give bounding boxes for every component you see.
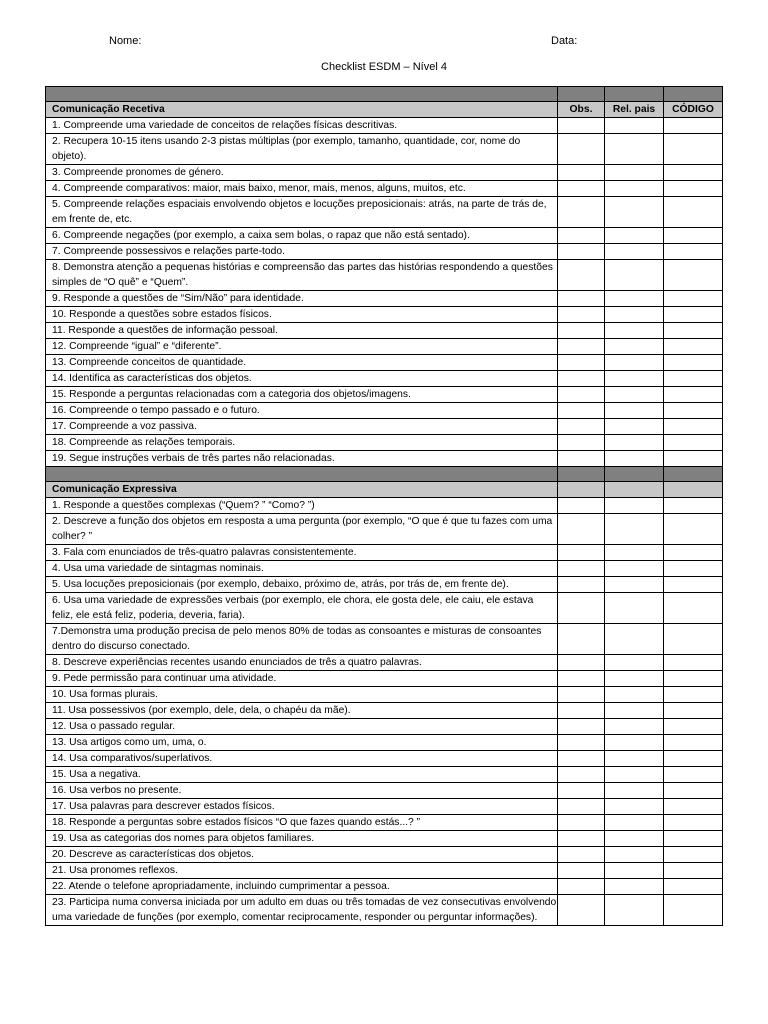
obs-cell[interactable]	[558, 339, 605, 355]
checklist-item-row	[46, 514, 723, 545]
rel-pais-cell[interactable]	[605, 703, 664, 719]
codigo-cell[interactable]	[664, 799, 723, 815]
section-title: Comunicação Recetiva	[46, 102, 558, 118]
item-text: 4. Compreende comparativos: maior, mais baixo, menor, mais, menos, alguns, muitos, etc.	[46, 181, 558, 197]
checklist-item-row	[46, 703, 723, 719]
rel-pais-cell[interactable]	[605, 895, 664, 926]
obs-cell[interactable]	[558, 767, 605, 783]
rel-pais-cell[interactable]	[605, 799, 664, 815]
item-text: 15. Usa a negativa.	[46, 767, 558, 783]
codigo-cell[interactable]	[664, 561, 723, 577]
item-text: 9. Responde a questões de “Sim/Não” para identidade.	[46, 291, 558, 307]
item-text: 3. Compreende pronomes de género.	[46, 165, 558, 181]
obs-cell[interactable]	[558, 735, 605, 751]
rel-pais-cell[interactable]	[605, 624, 664, 655]
rel-pais-cell[interactable]	[605, 260, 664, 291]
obs-cell[interactable]	[558, 655, 605, 671]
checklist-item-row	[46, 323, 723, 339]
checklist-item-row	[46, 624, 723, 655]
rel-pais-cell[interactable]	[605, 371, 664, 387]
rel-pais-cell[interactable]	[605, 451, 664, 467]
checklist-item-row	[46, 244, 723, 260]
checklist-item-row	[46, 403, 723, 419]
item-text: 8. Demonstra atenção a pequenas histórias e compreensão das partes das histórias respondendo a questões simples de “O quê” e “Quem”.	[46, 260, 558, 291]
obs-cell[interactable]	[558, 624, 605, 655]
obs-cell[interactable]	[558, 545, 605, 561]
date-label: Data:	[551, 35, 578, 47]
item-text: 4. Usa uma variedade de sintagmas nominais.	[46, 561, 558, 577]
rel-pais-cell[interactable]	[605, 815, 664, 831]
item-text: 8. Descreve experiências recentes usando enunciados de três a quatro palavras.	[46, 655, 558, 671]
codigo-cell[interactable]	[664, 831, 723, 847]
checklist-item-row	[46, 863, 723, 879]
codigo-cell[interactable]	[664, 307, 723, 323]
checklist-item-row	[46, 751, 723, 767]
checklist-item-row	[46, 671, 723, 687]
codigo-cell[interactable]	[664, 671, 723, 687]
item-text: 16. Compreende o tempo passado e o futuro.	[46, 403, 558, 419]
checklist-item-row	[46, 260, 723, 291]
rel-pais-cell[interactable]	[605, 735, 664, 751]
rel-pais-cell[interactable]	[605, 593, 664, 624]
checklist-item-row	[46, 451, 723, 467]
obs-cell[interactable]	[558, 228, 605, 244]
checklist-item-row	[46, 419, 723, 435]
rel-pais-cell[interactable]	[605, 498, 664, 514]
checklist-item-row	[46, 577, 723, 593]
rel-pais-cell[interactable]	[605, 514, 664, 545]
checklist-item-row	[46, 561, 723, 577]
obs-cell[interactable]	[558, 403, 605, 419]
item-text: 5. Compreende relações espaciais envolvendo objetos e locuções preposicionais: atrás, na parte de trás de, em frente de, etc.	[46, 197, 558, 228]
item-text: 1. Responde a questões complexas (“Quem? ” “Como? ”)	[46, 498, 558, 514]
obs-cell[interactable]	[558, 847, 605, 863]
obs-cell[interactable]	[558, 687, 605, 703]
item-text: 17. Compreende a voz passiva.	[46, 419, 558, 435]
checklist-item-row	[46, 593, 723, 624]
checklist-item-row	[46, 435, 723, 451]
codigo-cell[interactable]	[664, 719, 723, 735]
item-text: 5. Usa locuções preposicionais (por exemplo, debaixo, próximo de, atrás, por trás de, em frente de).	[46, 577, 558, 593]
rel-pais-cell[interactable]	[605, 863, 664, 879]
codigo-cell[interactable]	[664, 655, 723, 671]
section-title: Comunicação Expressiva	[46, 482, 558, 498]
rel-pais-cell[interactable]	[605, 577, 664, 593]
rel-pais-cell[interactable]	[605, 118, 664, 134]
checklist-item-row	[46, 371, 723, 387]
checklist-item-row	[46, 831, 723, 847]
item-text: 3. Fala com enunciados de três-quatro palavras consistentemente.	[46, 545, 558, 561]
checklist-item-row	[46, 307, 723, 323]
obs-cell[interactable]	[558, 181, 605, 197]
checklist-item-row	[46, 719, 723, 735]
obs-cell[interactable]	[558, 593, 605, 624]
obs-cell[interactable]	[558, 831, 605, 847]
checklist-item-row	[46, 387, 723, 403]
divider-cell	[664, 467, 723, 482]
obs-cell[interactable]	[558, 783, 605, 799]
item-text: 19. Usa as categorias dos nomes para objetos familiares.	[46, 831, 558, 847]
rel-pais-cell[interactable]	[605, 655, 664, 671]
obs-cell[interactable]	[558, 244, 605, 260]
codigo-cell[interactable]	[664, 387, 723, 403]
item-text: 6. Compreende negações (por exemplo, a caixa sem bolas, o rapaz que não está sentado).	[46, 228, 558, 244]
codigo-cell[interactable]	[664, 291, 723, 307]
codigo-cell[interactable]	[664, 355, 723, 371]
codigo-cell[interactable]	[664, 197, 723, 228]
section-divider	[46, 87, 723, 102]
item-text: 11. Responde a questões de informação pessoal.	[46, 323, 558, 339]
item-text: 17. Usa palavras para descrever estados físicos.	[46, 799, 558, 815]
section-header-cell	[664, 482, 723, 498]
checklist-item-row	[46, 197, 723, 228]
rel-pais-cell[interactable]	[605, 847, 664, 863]
obs-cell[interactable]	[558, 323, 605, 339]
obs-cell[interactable]	[558, 498, 605, 514]
item-text: 10. Responde a questões sobre estados físicos.	[46, 307, 558, 323]
checklist-item-row	[46, 783, 723, 799]
obs-cell[interactable]	[558, 671, 605, 687]
codigo-cell[interactable]	[664, 435, 723, 451]
item-text: 1. Compreende uma variedade de conceitos de relações físicas descritivas.	[46, 118, 558, 134]
item-text: 13. Usa artigos como um, uma, o.	[46, 735, 558, 751]
codigo-cell[interactable]	[664, 181, 723, 197]
rel-pais-cell[interactable]	[605, 687, 664, 703]
obs-cell[interactable]	[558, 514, 605, 545]
checklist-item-row	[46, 687, 723, 703]
divider-cell	[605, 467, 664, 482]
obs-cell[interactable]	[558, 291, 605, 307]
rel-pais-cell[interactable]	[605, 181, 664, 197]
obs-cell[interactable]	[558, 197, 605, 228]
checklist-item-row	[46, 181, 723, 197]
divider-cell	[558, 467, 605, 482]
obs-cell[interactable]	[558, 260, 605, 291]
obs-cell[interactable]	[558, 134, 605, 165]
codigo-cell[interactable]	[664, 863, 723, 879]
rel-pais-cell[interactable]	[605, 435, 664, 451]
item-text: 18. Compreende as relações temporais.	[46, 435, 558, 451]
rel-pais-cell[interactable]	[605, 719, 664, 735]
obs-cell[interactable]	[558, 355, 605, 371]
item-text: 23. Participa numa conversa iniciada por um adulto em duas ou três tomadas de vez consecutivas envolvendo uma variedade de funções (por exemplo, comentar reciprocamente, responder ou perguntar informações).	[46, 895, 558, 926]
checklist-item-row	[46, 355, 723, 371]
checklist-item-row	[46, 165, 723, 181]
rel-pais-cell[interactable]	[605, 165, 664, 181]
rel-pais-cell[interactable]	[605, 767, 664, 783]
item-text: 16. Usa verbos no presente.	[46, 783, 558, 799]
item-text: 22. Atende o telefone apropriadamente, incluindo cumprimentar a pessoa.	[46, 879, 558, 895]
checklist-item-row	[46, 735, 723, 751]
rel-pais-column-header: Rel. pais	[605, 102, 664, 118]
obs-cell[interactable]	[558, 307, 605, 323]
item-text: 10. Usa formas plurais.	[46, 687, 558, 703]
checklist-item-row	[46, 118, 723, 134]
codigo-cell[interactable]	[664, 767, 723, 783]
rel-pais-cell[interactable]	[605, 561, 664, 577]
item-text: 15. Responde a perguntas relacionadas com a categoria dos objetos/imagens.	[46, 387, 558, 403]
codigo-cell[interactable]	[664, 323, 723, 339]
obs-cell[interactable]	[558, 561, 605, 577]
section-divider	[46, 467, 723, 482]
obs-cell[interactable]	[558, 387, 605, 403]
checklist-item-row	[46, 291, 723, 307]
checklist-item-row	[46, 847, 723, 863]
checklist-item-row	[46, 655, 723, 671]
obs-cell[interactable]	[558, 863, 605, 879]
codigo-cell[interactable]	[664, 498, 723, 514]
obs-cell[interactable]	[558, 118, 605, 134]
item-text: 11. Usa possessivos (por exemplo, dele, dela, o chapéu da mãe).	[46, 703, 558, 719]
checklist-item-row	[46, 545, 723, 561]
item-text: 19. Segue instruções verbais de três partes não relacionadas.	[46, 451, 558, 467]
name-label: Nome:	[109, 35, 142, 47]
checklist-item-row	[46, 498, 723, 514]
checklist-table	[45, 86, 723, 926]
obs-cell[interactable]	[558, 165, 605, 181]
codigo-cell[interactable]	[664, 339, 723, 355]
obs-cell[interactable]	[558, 419, 605, 435]
codigo-cell[interactable]	[664, 118, 723, 134]
item-text: 7. Compreende possessivos e relações parte-todo.	[46, 244, 558, 260]
rel-pais-cell[interactable]	[605, 134, 664, 165]
obs-cell[interactable]	[558, 895, 605, 926]
obs-cell[interactable]	[558, 451, 605, 467]
codigo-cell[interactable]	[664, 545, 723, 561]
obs-cell[interactable]	[558, 577, 605, 593]
codigo-cell[interactable]	[664, 703, 723, 719]
rel-pais-cell[interactable]	[605, 419, 664, 435]
rel-pais-cell[interactable]	[605, 323, 664, 339]
rel-pais-cell[interactable]	[605, 228, 664, 244]
codigo-cell[interactable]	[664, 134, 723, 165]
codigo-cell[interactable]	[664, 260, 723, 291]
item-text: 21. Usa pronomes reflexos.	[46, 863, 558, 879]
item-text: 9. Pede permissão para continuar uma atividade.	[46, 671, 558, 687]
rel-pais-cell[interactable]	[605, 291, 664, 307]
rel-pais-cell[interactable]	[605, 671, 664, 687]
section-header-cell	[605, 482, 664, 498]
divider-cell	[664, 87, 723, 102]
codigo-cell[interactable]	[664, 783, 723, 799]
codigo-cell[interactable]	[664, 514, 723, 545]
codigo-cell[interactable]	[664, 879, 723, 895]
rel-pais-cell[interactable]	[605, 545, 664, 561]
section-header	[46, 482, 723, 498]
checklist-item-row	[46, 879, 723, 895]
rel-pais-cell[interactable]	[605, 197, 664, 228]
item-text: 18. Responde a perguntas sobre estados físicos “O que fazes quando estás...? ”	[46, 815, 558, 831]
divider-cell	[605, 87, 664, 102]
divider-cell	[558, 87, 605, 102]
item-text: 2. Recupera 10-15 itens usando 2-3 pistas múltiplas (por exemplo, tamanho, quantidade, cor, nome do objeto).	[46, 134, 558, 165]
rel-pais-cell[interactable]	[605, 307, 664, 323]
rel-pais-cell[interactable]	[605, 244, 664, 260]
obs-cell[interactable]	[558, 435, 605, 451]
codigo-cell[interactable]	[664, 593, 723, 624]
item-text: 14. Usa comparativos/superlativos.	[46, 751, 558, 767]
obs-cell[interactable]	[558, 879, 605, 895]
obs-cell[interactable]	[558, 719, 605, 735]
rel-pais-cell[interactable]	[605, 387, 664, 403]
divider-cell	[46, 87, 558, 102]
rel-pais-cell[interactable]	[605, 339, 664, 355]
item-text: 2. Descreve a função dos objetos em resposta a uma pergunta (por exemplo, “O que é que tu fazes com uma colher? ”	[46, 514, 558, 545]
codigo-cell[interactable]	[664, 751, 723, 767]
codigo-cell[interactable]	[664, 687, 723, 703]
checklist-item-row	[46, 767, 723, 783]
codigo-cell[interactable]	[664, 815, 723, 831]
codigo-cell[interactable]	[664, 624, 723, 655]
checklist-item-row	[46, 134, 723, 165]
checklist-item-row	[46, 815, 723, 831]
obs-cell[interactable]	[558, 815, 605, 831]
codigo-cell[interactable]	[664, 895, 723, 926]
item-text: 12. Compreende “igual” e “diferente”.	[46, 339, 558, 355]
checklist-item-row	[46, 228, 723, 244]
obs-column-header: Obs.	[558, 102, 605, 118]
codigo-column-header: CÓDIGO	[664, 102, 723, 118]
rel-pais-cell[interactable]	[605, 879, 664, 895]
codigo-cell[interactable]	[664, 847, 723, 863]
checklist-item-row	[46, 339, 723, 355]
item-text: 12. Usa o passado regular.	[46, 719, 558, 735]
rel-pais-cell[interactable]	[605, 403, 664, 419]
page-title: Checklist ESDM – Nível 4	[321, 61, 447, 73]
checklist-item-row	[46, 799, 723, 815]
codigo-cell[interactable]	[664, 228, 723, 244]
codigo-cell[interactable]	[664, 371, 723, 387]
section-header	[46, 102, 723, 118]
obs-cell[interactable]	[558, 703, 605, 719]
obs-cell[interactable]	[558, 751, 605, 767]
divider-cell	[46, 467, 558, 482]
rel-pais-cell[interactable]	[605, 831, 664, 847]
rel-pais-cell[interactable]	[605, 751, 664, 767]
obs-cell[interactable]	[558, 799, 605, 815]
codigo-cell[interactable]	[664, 165, 723, 181]
checklist-item-row	[46, 895, 723, 926]
item-text: 7.Demonstra uma produção precisa de pelo menos 80% de todas as consoantes e misturas de consoantes dentro do discurso conectado.	[46, 624, 558, 655]
item-text: 14. Identifica as características dos objetos.	[46, 371, 558, 387]
rel-pais-cell[interactable]	[605, 783, 664, 799]
codigo-cell[interactable]	[664, 451, 723, 467]
codigo-cell[interactable]	[664, 419, 723, 435]
codigo-cell[interactable]	[664, 244, 723, 260]
codigo-cell[interactable]	[664, 577, 723, 593]
codigo-cell[interactable]	[664, 403, 723, 419]
section-header-cell	[558, 482, 605, 498]
rel-pais-cell[interactable]	[605, 355, 664, 371]
item-text: 20. Descreve as características dos objetos.	[46, 847, 558, 863]
item-text: 13. Compreende conceitos de quantidade.	[46, 355, 558, 371]
item-text: 6. Usa uma variedade de expressões verbais (por exemplo, ele chora, ele gosta dele, ele caiu, ele estava feliz, ele está feliz, poderia, deveria, faria).	[46, 593, 558, 624]
codigo-cell[interactable]	[664, 735, 723, 751]
obs-cell[interactable]	[558, 371, 605, 387]
